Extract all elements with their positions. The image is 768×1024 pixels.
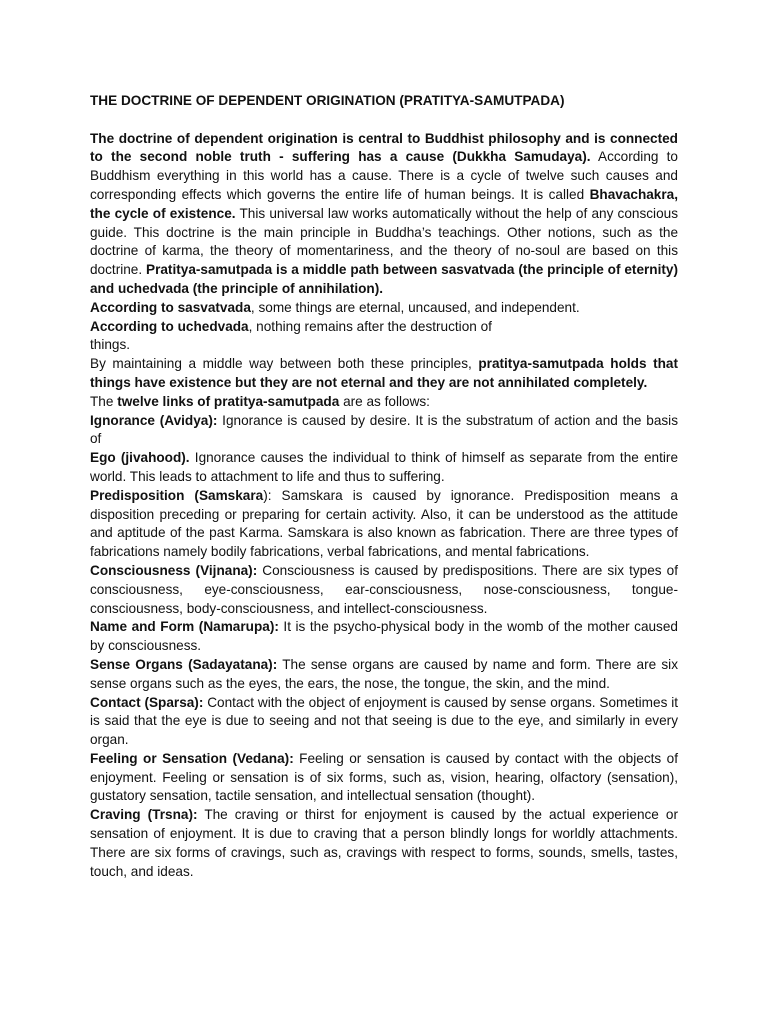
intro-paragraph bbox=[90, 130, 678, 299]
link-text: Ignorance causes the individual to think of himself as separate from the entire world. This leads to attachment to life and thus to suffering. bbox=[90, 450, 679, 484]
intro-bold-3: Pratitya-samutpada is a middle path between sasvatvada (the principle of eternity) and uchedvada (the principle of annihilation). bbox=[90, 262, 678, 296]
uchedvada-text-continued: things. bbox=[90, 337, 131, 353]
link-text: Contact with the object of enjoyment is caused by sense organs. Sometimes it is said that the eye is due to seeing and not that seeing is due to the eye, and similarly in every organ. bbox=[90, 694, 679, 748]
links-intro-text-1: The bbox=[90, 393, 118, 409]
link-term: Consciousness (Vijnana): bbox=[90, 562, 258, 578]
middle-way-paragraph bbox=[90, 355, 678, 393]
link-term: Name and Form (Namarupa): bbox=[90, 619, 279, 635]
middle-way-text: By maintaining a middle way between both these principles, bbox=[90, 356, 479, 372]
intro-bold-2: Bhavachakra, the cycle of existence. bbox=[90, 186, 678, 221]
links-intro-bold: twelve links of pratitya-samutpada bbox=[117, 393, 340, 409]
link-text: The craving or thirst for enjoyment is caused by the actual experience or sensation of enjoyment. It is due to craving that a person blindly longs for worldly attachments. There are six forms of cravings, such as, cravings with respect to forms, sounds, smells, tastes, touch, and ideas. bbox=[90, 807, 678, 879]
link-term: Sense Organs (Sadayatana): bbox=[90, 656, 278, 672]
middle-way-bold: pratitya-samutpada holds that things have existence but they are not eternal and they are not annihilated completely. bbox=[90, 356, 678, 390]
uchedvada-term: According to uchedvada bbox=[90, 318, 249, 334]
link-term: Feeling or Sensation (Vedana): bbox=[90, 750, 294, 766]
link-text: Consciousness is caused by predispositions. There are six types of consciousness, eye-consciousness, ear-consciousness, nose-consciousness, tongue-consciousness, body-consciousness, and intellect-consciousness. bbox=[90, 562, 678, 616]
document-title: THE DOCTRINE OF DEPENDENT ORIGINATION (PRATITYA-SAMUTPADA) bbox=[90, 93, 565, 108]
link-term: Ego (jivahood). bbox=[90, 450, 190, 466]
link-ignorance bbox=[90, 412, 678, 450]
document-page bbox=[90, 92, 678, 881]
link-term: Predisposition (Samskara bbox=[90, 487, 264, 503]
link-predisposition bbox=[90, 487, 678, 562]
link-term: Contact (Sparsa): bbox=[90, 694, 204, 710]
link-text: Ignorance is caused by desire. It is the substratum of action and the basis of bbox=[90, 412, 678, 447]
link-contact bbox=[90, 694, 678, 750]
link-text: Feeling or sensation is caused by contact with the objects of enjoyment. Feeling or sensation is of six forms, such as, vision, hearing, olfactory (sensation), gustatory sensation, tactile sensation, and intellectual sensation (thought). bbox=[90, 750, 678, 804]
link-sense-organs bbox=[90, 656, 678, 694]
link-feeling bbox=[90, 750, 678, 806]
intro-text-2: This universal law works automatically without the help of any conscious guide. This doctrine is the main principle in Buddha’s teachings. Other notions, such as the doctrine of karma, the theory of momentariness, and the theory of no-soul are based on this doctrine. bbox=[90, 205, 678, 278]
link-text: It is the psycho-physical body in the womb of the mother caused by consciousness. bbox=[90, 619, 678, 654]
links-intro-paragraph bbox=[90, 393, 678, 412]
sasvatvada-term: According to sasvatvada bbox=[90, 299, 251, 315]
uchedvada-text: , nothing remains after the destruction of bbox=[248, 318, 492, 334]
link-text: ): Samskara is caused by ignorance. Predisposition means a disposition preceding or preparing for certain activity. Also, it can be understood as the attitude and aptitude of the past Karma. Samskara is also known as fabrication. There are three types of fabrications namely bodily fabrications, verbal fabrications, and mental fabrications. bbox=[90, 487, 678, 560]
link-text: The sense organs are caused by name and form. There are six sense organs such as the eyes, the ears, the nose, the tongue, the skin, and the mind. bbox=[90, 656, 679, 691]
uchedvada-paragraph bbox=[90, 318, 678, 356]
link-term: Ignorance (Avidya): bbox=[90, 412, 218, 428]
link-ego bbox=[90, 449, 678, 487]
link-craving bbox=[90, 806, 678, 881]
link-term: Craving (Trsna): bbox=[90, 807, 198, 823]
links-intro-text-2: are as follows: bbox=[339, 393, 430, 409]
link-consciousness bbox=[90, 562, 678, 618]
sasvatvada-paragraph bbox=[90, 299, 678, 318]
intro-bold-1: The doctrine of dependent origination is central to Buddhist philosophy and is connected to the second noble truth - suffering has a cause (Dukkha Samudaya). bbox=[90, 130, 678, 165]
sasvatvada-text: , some things are eternal, uncaused, and independent. bbox=[250, 299, 580, 315]
link-name-and-form bbox=[90, 618, 678, 656]
intro-text-1: According to Buddhism everything in this world has a cause. There is a cycle of twelve such causes and corresponding effects which governs the entire life of human beings. It is called bbox=[90, 149, 678, 202]
